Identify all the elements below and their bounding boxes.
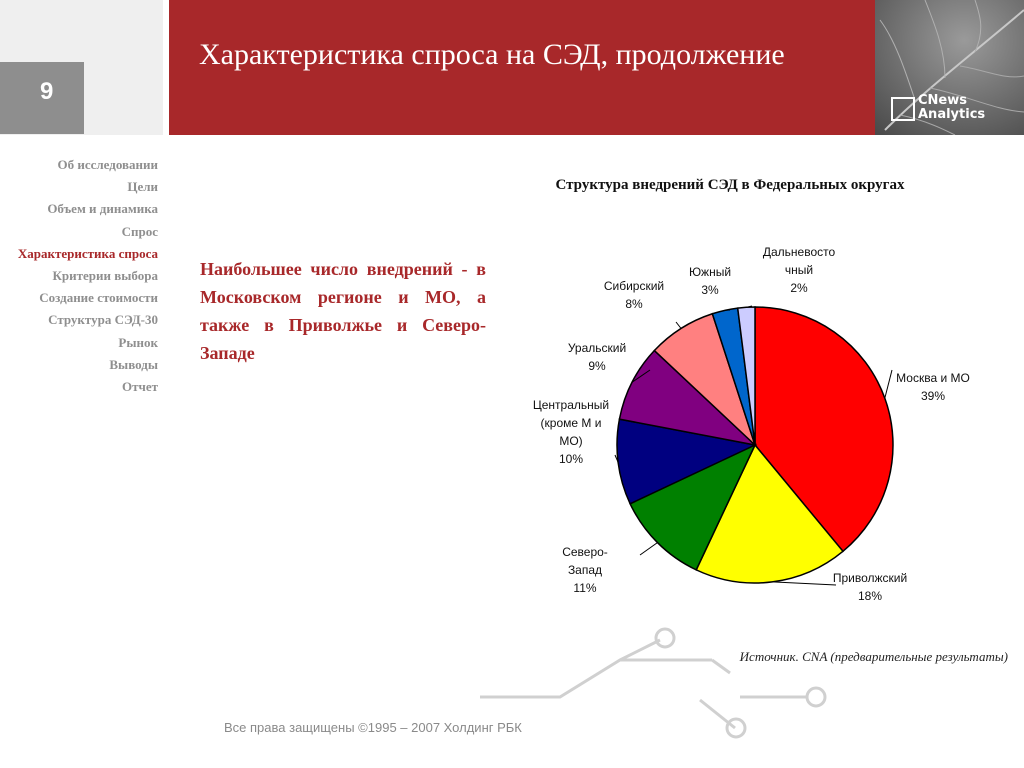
sidebar-item[interactable]: Критерии выбора	[52, 267, 158, 283]
sidebar-item[interactable]: Рынок	[118, 334, 158, 350]
slice-label-line: 10%	[558, 452, 584, 466]
logo-line2: Analytics	[918, 107, 986, 122]
sidebar-item[interactable]: Объем и динамика	[47, 201, 158, 217]
chart-title: Структура внедрений СЭД в Федеральных округах	[555, 177, 905, 193]
slice-label-line: 3%	[701, 283, 719, 297]
slice-label-line: Приволжский	[832, 571, 908, 585]
sidebar-item[interactable]: Выводы	[109, 356, 158, 372]
sidebar-item[interactable]: Цели	[127, 179, 158, 195]
footer-copyright: Все права защищены ©1995 – 2007 Холдинг РБК	[224, 720, 522, 735]
slice-label-line: 18%	[857, 589, 883, 603]
slice-label-line: Москва и МО	[896, 371, 970, 385]
sidebar-item[interactable]: Спрос	[121, 223, 158, 239]
sidebar-item[interactable]: Характеристика спроса	[17, 245, 158, 261]
slice-label-line: МО)	[559, 434, 583, 448]
slice-label-line: Дальневосто	[762, 245, 836, 259]
slice-label-line: Уральский	[567, 341, 627, 355]
slice-label-line: Южный	[688, 265, 732, 279]
slice-label-line: чный	[784, 263, 814, 277]
source-note: Источник. CNA (предварительные результаты)	[739, 649, 1008, 664]
slice-label-line: 9%	[588, 359, 606, 373]
slice-label-line: 2%	[790, 281, 808, 295]
slice-label-line: (кроме М и	[540, 416, 602, 430]
highlight-text: Наибольшее число внедрений - в Московском регионе и МО, а также в Приволжье и Северо-Западе	[200, 259, 486, 363]
sidebar-item[interactable]: Структура СЭД-30	[48, 312, 158, 328]
sidebar-item[interactable]: Об исследовании	[57, 157, 158, 172]
slice-label-line: Центральный	[532, 398, 610, 412]
slide-number: 9	[40, 78, 54, 105]
slice-label-line: Запад	[567, 563, 603, 577]
page-title: Характеристика спроса на СЭД, продолжение	[199, 38, 785, 71]
slice-label-line: 8%	[625, 297, 643, 311]
slice-label-line: 39%	[920, 389, 946, 403]
sidebar-item[interactable]: Создание стоимости	[39, 290, 158, 306]
slice-label-line: Северо-	[562, 545, 608, 559]
logo-line1: CNews	[918, 93, 967, 108]
slice-label-line: Сибирский	[603, 279, 665, 293]
slice-label-line: 11%	[573, 581, 597, 595]
sidebar-item[interactable]: Отчет	[122, 378, 158, 394]
